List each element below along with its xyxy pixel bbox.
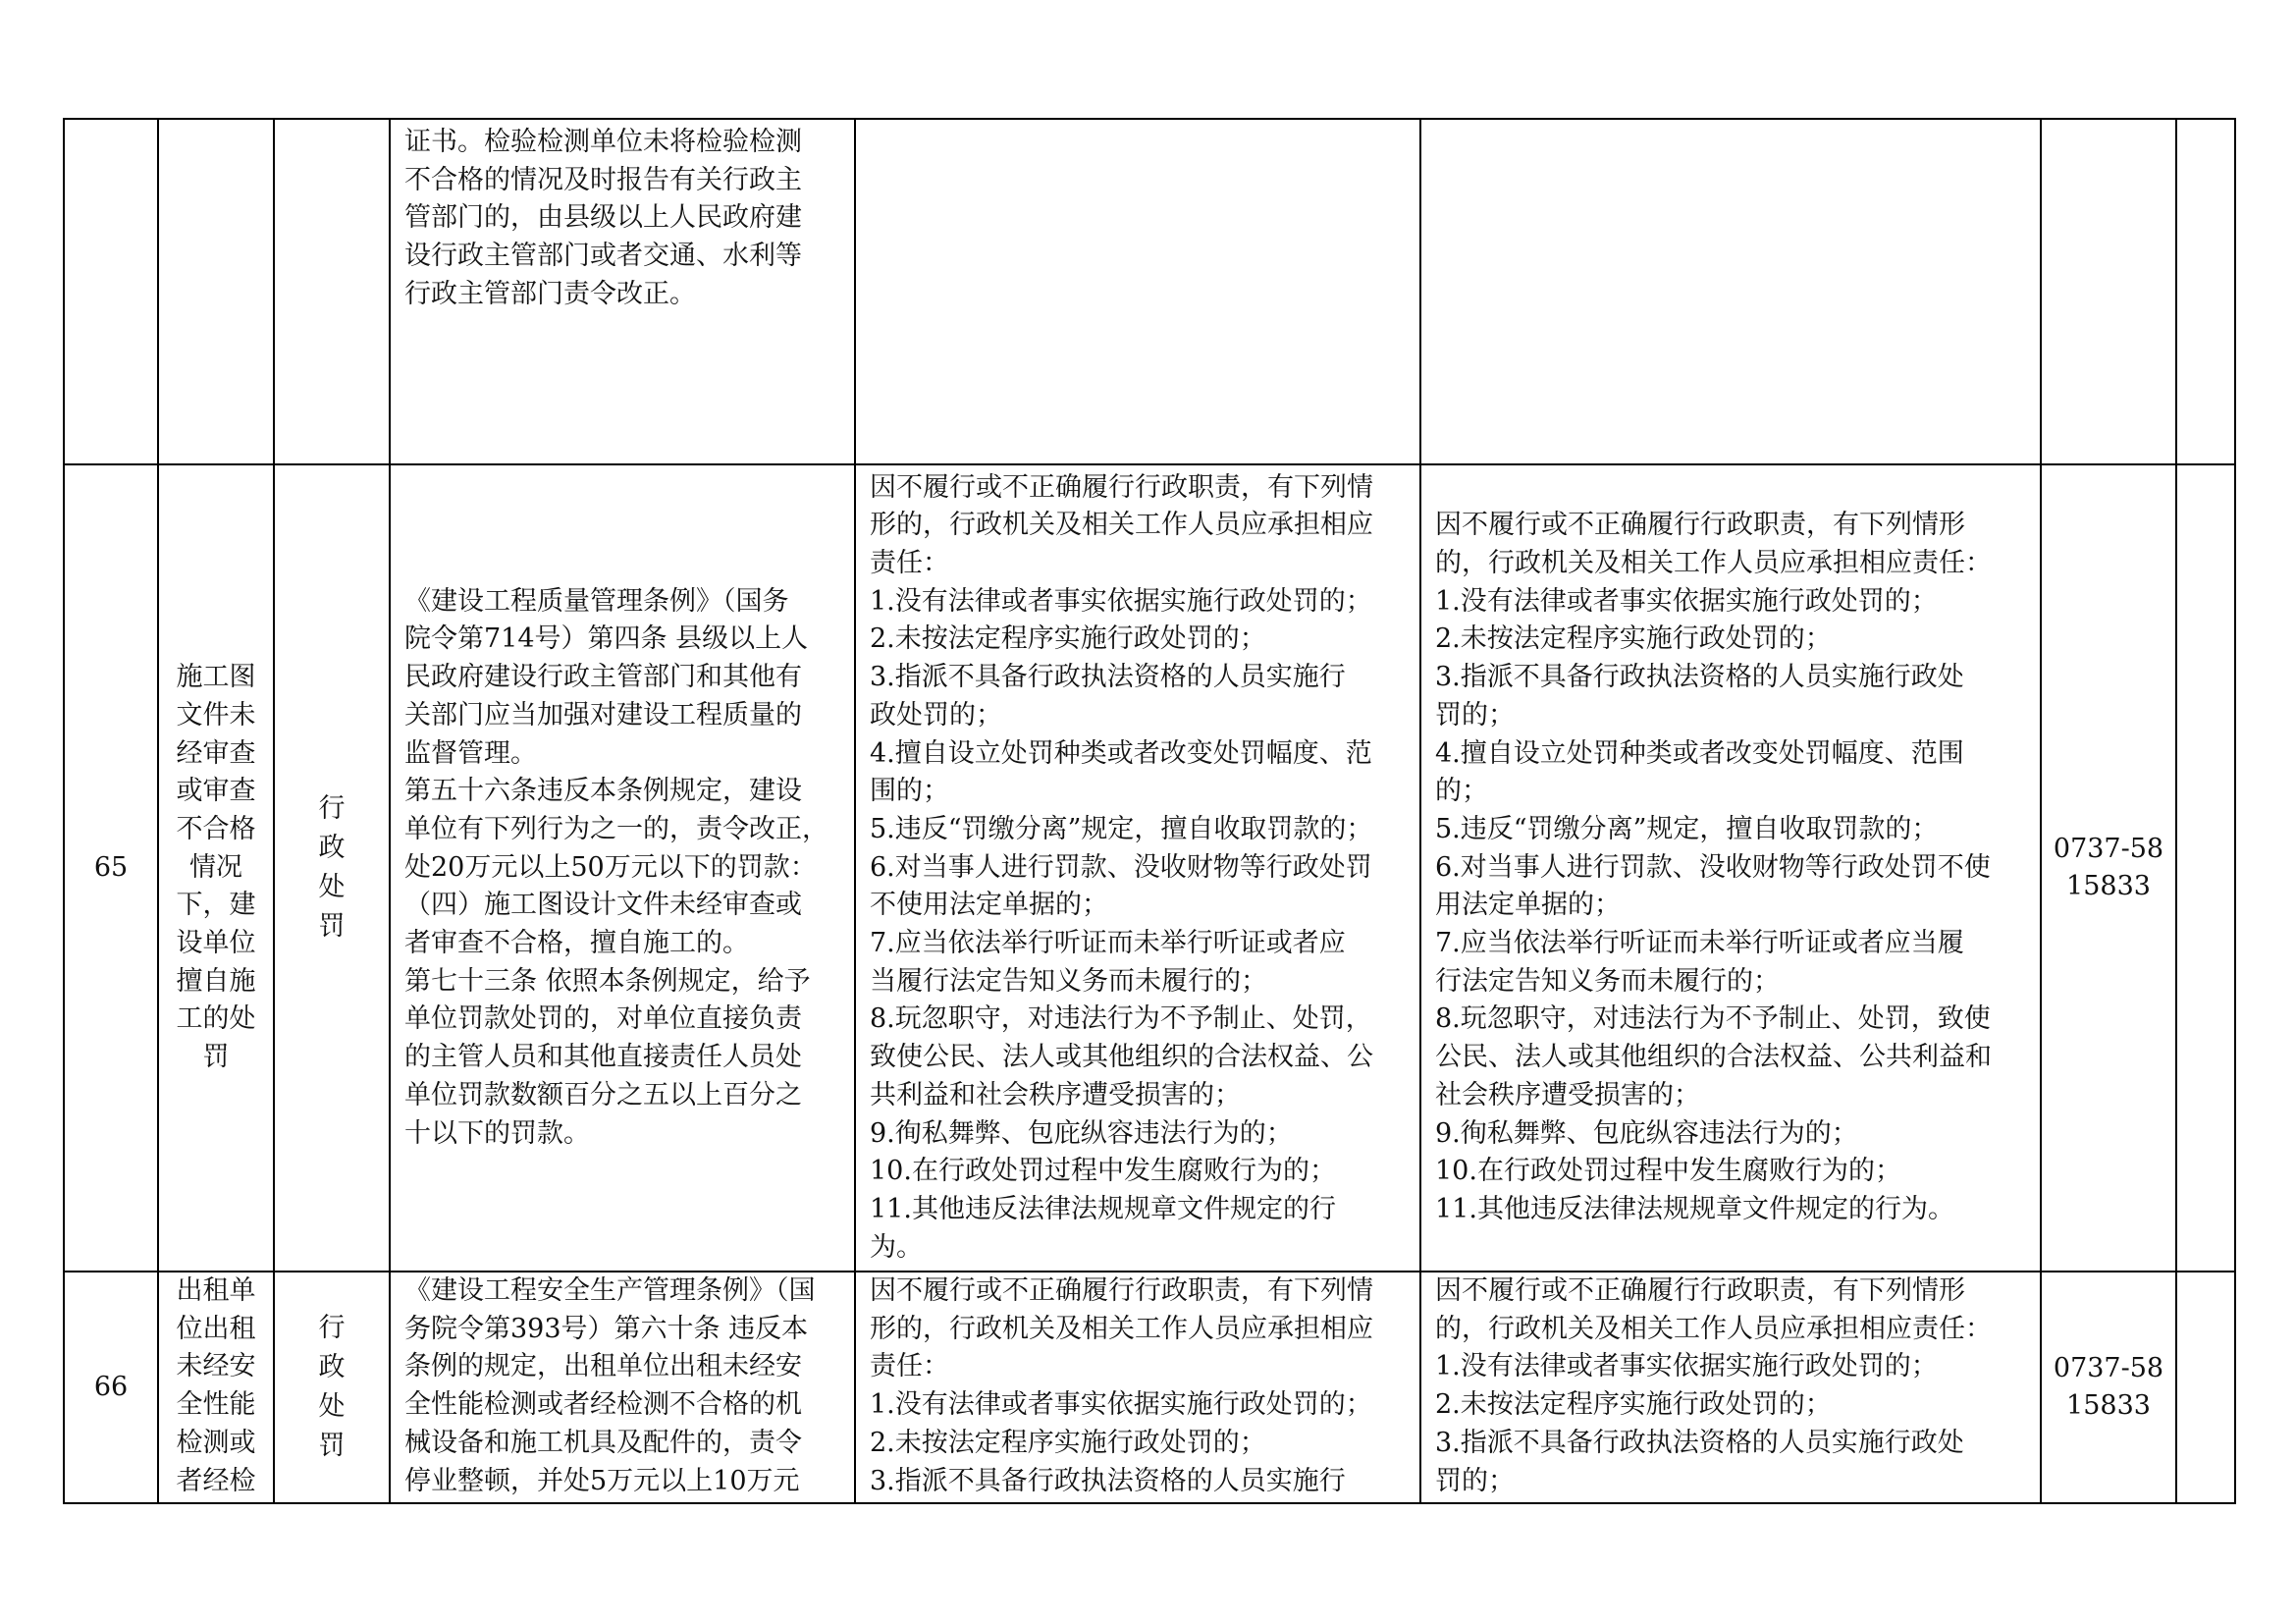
responsibility-cell: 因不履行或不正确履行行政职责，有下列情 形的，行政机关及相关工作人员应承担相应 责任： 1.没有法律或者事实依据实施行政处罚的； 2.未按法定程序实施行政处罚的； 3.指派不具备行政执法资格的人员实施行 政处罚的； 4.擅自设立处罚种类或者改变处罚幅度、范 围的； 5.违反“罚缴分离”规定，擅自收取罚款的； 6.对当事人进行罚款、没收财物等行政处罚 不使用法定单据的； 7.应当依法举行听证而未举行听证或者应 当履行法定告知义务而未履行的； 8.玩忽职守，对违法行为不予制止、处罚， 致使公民、法人或其他组织的合法权益、公 共利益和社会秩序遭受损害的； 9.徇私舞弊、包庇纵容违法行为的； 10.在行政处罚过程中发生腐败行为的； 11.其他违反法律法规规章文件规定的行 为。: [855, 464, 1420, 1272]
accountability-cell: 因不履行或不正确履行行政职责，有下列情形 的，行政机关及相关工作人员应承担相应责任： 1.没有法律或者事实依据实施行政处罚的； 2.未按法定程序实施行政处罚的； 3.指派不具备行政执法资格的人员实施行政处 罚的；: [1420, 1272, 2041, 1503]
responsibility-cell: [855, 119, 1420, 464]
table-row: [64, 119, 2235, 464]
responsibility-cell: 因不履行或不正确履行行政职责，有下列情 形的，行政机关及相关工作人员应承担相应 责任： 1.没有法律或者事实依据实施行政处罚的； 2.未按法定程序实施行政处罚的； 3.指派不具备行政执法资格的人员实施行: [855, 1272, 1420, 1503]
phone-cell: [2041, 119, 2176, 464]
table-row: [64, 464, 2235, 1272]
note-cell: [2176, 119, 2235, 464]
row-number-cell: 66: [64, 1272, 158, 1503]
item-name-cell: 施工图 文件未 经审查 或审查 不合格 情况 下，建 设单位 擅自施 工的处 罚: [158, 464, 274, 1272]
item-type-cell: 行 政 处 罚: [274, 464, 390, 1272]
note-cell: [2176, 464, 2235, 1272]
penalty-responsibility-table: [63, 118, 2236, 1504]
note-cell: [2176, 1272, 2235, 1503]
row-number-cell: 65: [64, 464, 158, 1272]
legal-basis-cell: 《建设工程安全生产管理条例》（国 务院令第393号）第六十条 违反本 条例的规定，出租单位出租未经安 全性能检测或者经检测不合格的机 械设备和施工机具及配件的，责令 停业整顿，并处5万元以上10万元: [390, 1272, 855, 1503]
item-type-cell: 行 政 处 罚: [274, 1272, 390, 1503]
legal-basis-cell: 证书。检验检测单位未将检验检测 不合格的情况及时报告有关行政主 管部门的，由县级以上人民政府建 设行政主管部门或者交通、水利等 行政主管部门责令改正。: [390, 119, 855, 464]
accountability-cell: [1420, 119, 2041, 464]
table-row: [64, 1272, 2235, 1503]
item-type-cell: [274, 119, 390, 464]
row-number-cell: [64, 119, 158, 464]
accountability-cell: 因不履行或不正确履行行政职责，有下列情形 的，行政机关及相关工作人员应承担相应责任： 1.没有法律或者事实依据实施行政处罚的； 2.未按法定程序实施行政处罚的； 3.指派不具备行政执法资格的人员实施行政处 罚的； 4.擅自设立处罚种类或者改变处罚幅度、范围 的； 5.违反“罚缴分离”规定，擅自收取罚款的； 6.对当事人进行罚款、没收财物等行政处罚不使 用法定单据的； 7.应当依法举行听证而未举行听证或者应当履 行法定告知义务而未履行的； 8.玩忽职守，对违法行为不予制止、处罚，致使 公民、法人或其他组织的合法权益、公共利益和 社会秩序遭受损害的； 9.徇私舞弊、包庇纵容违法行为的； 10.在行政处罚过程中发生腐败行为的； 11.其他违反法律法规规章文件规定的行为。: [1420, 464, 2041, 1272]
legal-basis-cell: 《建设工程质量管理条例》（国务 院令第714号）第四条 县级以上人 民政府建设行政主管部门和其他有 关部门应当加强对建设工程质量的 监督管理。 第五十六条违反本条例规定，建设 单位有下列行为之一的，责令改正， 处20万元以上50万元以下的罚款： （四）施工图设计文件未经审查或 者审查不合格，擅自施工的。 第七十三条 依照本条例规定，给予 单位罚款处罚的，对单位直接负责 的主管人员和其他直接责任人员处 单位罚款数额百分之五以上百分之 十以下的罚款。: [390, 464, 855, 1272]
item-name-cell: [158, 119, 274, 464]
phone-cell: 0737-58 15833: [2041, 1272, 2176, 1503]
phone-cell: 0737-58 15833: [2041, 464, 2176, 1272]
item-name-cell: 出租单 位出租 未经安 全性能 检测或 者经检: [158, 1272, 274, 1503]
